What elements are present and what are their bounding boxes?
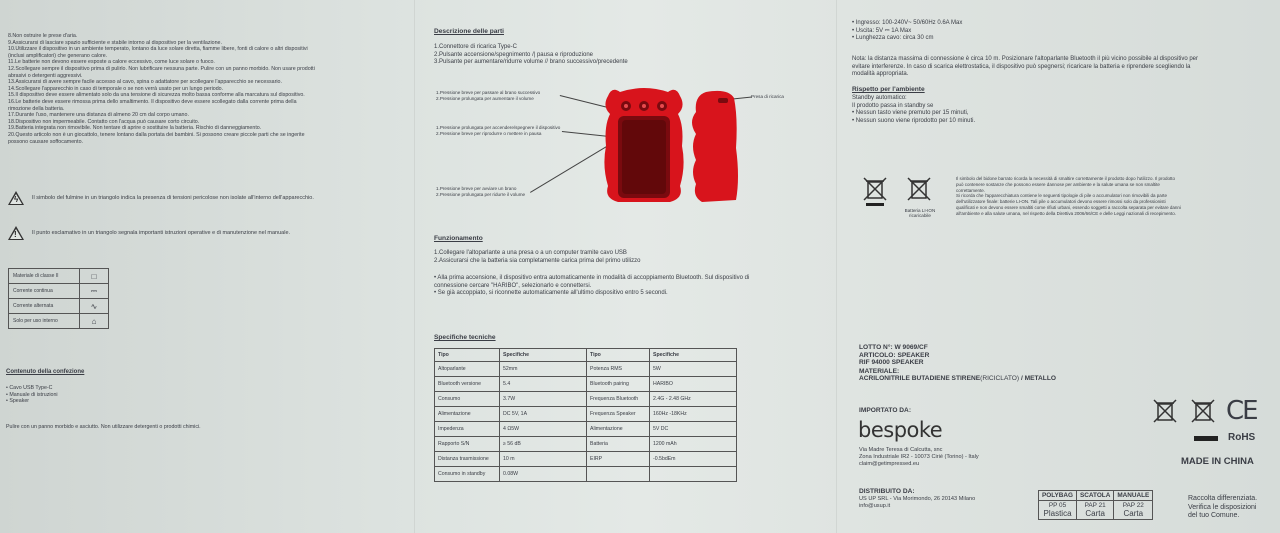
- safety-line: abrasivi o detergenti aggressivi.: [8, 72, 83, 79]
- function-title: Funzionamento: [434, 235, 483, 242]
- direct-current-icon: ⎓: [80, 284, 109, 299]
- safety-line: 8.Non ostruire le prese d'aria.: [8, 33, 78, 39]
- weee-line: può contenere sostanze che possono essere dannose per ambiente e la salute umana se non smaltite: [956, 181, 1160, 187]
- specs-cell: -0.5bdEm: [650, 452, 737, 467]
- importer-address: [859, 447, 979, 468]
- symbol-label: Corrente continua: [9, 284, 80, 299]
- environment-text: [852, 95, 975, 125]
- distributor-address: [859, 496, 975, 510]
- note-line: modalità appropriata.: [852, 71, 909, 78]
- symbols-table: [8, 268, 109, 329]
- part-item: 1.Connettore di ricarica Type-C: [434, 44, 517, 50]
- weee-line: correttamente.: [956, 187, 986, 193]
- safety-line: 10.Utilizzare il dispositivo in un ambiente temperato, lontano da luce solare diretta, fiamme libere, fonti di calore o altri dispositivi: [8, 46, 308, 53]
- callout-line: [560, 95, 607, 108]
- recycling-header: MANUALE: [1114, 491, 1153, 501]
- safety-line: 14.Scollegare l'apparecchio in caso di temporale o se non verrà usato per un lungo periodo.: [8, 85, 224, 92]
- specs-row: [435, 452, 737, 467]
- specs-cell: 5V DC: [650, 422, 737, 437]
- function-bullets: [434, 275, 830, 298]
- warning-lightning-text: Il simbolo del fulmine in un triangolo indica la presenza di tensioni pericolose non isolate all'interno dell'apparecchio.: [32, 195, 314, 201]
- callout-charge-port: Presa di ricarica: [751, 94, 784, 99]
- made-in-china: MADE IN CHINA: [1181, 456, 1254, 467]
- safety-line: 19.Batteria integrata non rimovibile. Non tentare di aprire o sostituire la batteria. Rischio di danneggiamento.: [8, 125, 262, 132]
- symbol-label: Solo per uso interno: [9, 314, 80, 329]
- warning-exclamation-row: [8, 226, 290, 240]
- battery-bin-icon-large: [1190, 398, 1216, 428]
- symbol-row: [9, 269, 109, 284]
- function-bullet: • Se già accoppiato, si riconnette automaticamente all'ultimo dispositivo entro 5 secondi.: [434, 290, 668, 297]
- specs-cell: [650, 467, 737, 482]
- parts-title: Descrizione delle parti: [434, 28, 504, 35]
- function-step: 1.Collegare l'altoparlante a una presa o a un computer tramite cavo USB: [434, 250, 627, 256]
- safety-line: rimozione della batteria.: [8, 105, 65, 112]
- importer-line: claim@getimpressed.eu: [859, 461, 920, 467]
- weee-line: dell'utilizzatore finale: batterie LI-ON. Tali pile o accumulatori devono essere rimossi solo da professionisti: [956, 199, 1166, 205]
- specs-header-cell: Tipo: [587, 349, 650, 362]
- callout-text: 2.Pressione breve per riprodurre o mettere in pausa: [436, 130, 542, 136]
- reference-code: RIF 94000 SPEAKER: [859, 359, 924, 367]
- recycling-header: POLYBAG: [1039, 491, 1077, 501]
- specs-cell: Distanza trasmissione: [435, 452, 500, 467]
- part-item: 2.Pulsante accensione/spegnimento /| pausa e riproduzione: [434, 51, 593, 58]
- specs-cell: Batteria: [587, 437, 650, 452]
- specs-row: [435, 407, 737, 422]
- specs-cell: 2.4G - 2.48 GHz: [650, 392, 737, 407]
- specs-cell: Alimentazione: [435, 407, 500, 422]
- specs-cell: Alimentazione: [587, 422, 650, 437]
- parts-list: [434, 44, 628, 67]
- callout-middle: [436, 125, 560, 136]
- specs-header-row: [435, 349, 737, 362]
- recycling-note-line: Verifica le disposizioni: [1188, 503, 1257, 511]
- safety-line: 9.Assicurarsi di lasciare spazio sufficiente e stabile intorno al dispositivo per la ventilazione.: [8, 39, 222, 46]
- specs-cell: 160Hz -18KHz: [650, 407, 737, 422]
- function-bullet: • Alla prima accensione, il dispositivo entra automaticamente in modalità di accoppiamento Bluetooth. Sul dispositivo di: [434, 275, 750, 281]
- recycling-note: [1188, 495, 1257, 521]
- connection-note: [852, 56, 1277, 79]
- distributor-title: DISTRIBUITO DA:: [859, 488, 915, 495]
- contents-list: [6, 385, 58, 405]
- recycling-cell: [1077, 501, 1114, 520]
- safety-line: 12.Scollegare sempre il dispositivo prima di pulirlo. Non lubrificare nessuna parte. Pulire con un panno morbido. Non usare prodotti: [8, 65, 315, 72]
- specs-row: [435, 437, 737, 452]
- callout-top: [436, 90, 540, 101]
- callout-line: [562, 131, 606, 137]
- indoor-use-icon: ⌂: [80, 314, 109, 329]
- specs-cell: HARIBO: [650, 377, 737, 392]
- fold-line-left: [414, 0, 415, 533]
- symbol-label: Corrente alternata: [9, 299, 80, 314]
- specs-title: Specifiche tecniche: [434, 334, 496, 341]
- specs-cell: Frequenza Speaker: [587, 407, 650, 422]
- specs-cell: Frequenza Bluetooth: [587, 392, 650, 407]
- weee-line: Il simbolo del bidone barrato ricorda la necessità di smaltire correttamente il prodotto dopo l'utilizzo. Il prodotto: [956, 176, 1175, 181]
- material-title: MATERIALE:: [859, 367, 900, 375]
- specs-cell: 10 m: [500, 452, 587, 467]
- lot-number: LOTTO N°: W 9069/CF: [859, 344, 928, 351]
- panel-safety: [0, 0, 410, 533]
- speaker-front-image: [602, 86, 686, 204]
- callout-text: 1.Pressione prolungata per accendere/spegnere il dispositivo: [436, 125, 561, 130]
- material-value: [859, 375, 1056, 383]
- specs-cell: Consumo in standby: [435, 467, 500, 482]
- specs-cell: 4 Ω5W: [500, 422, 587, 437]
- recycling-code: PP 05: [1048, 502, 1067, 509]
- importer-title: IMPORTATO DA:: [859, 407, 912, 414]
- specs-table: [434, 348, 737, 482]
- safety-line: 11.Le batterie non devono essere esposte a calore eccessivo, come luce solare o fuoco.: [8, 59, 215, 66]
- weee-line: Si ricorda che l'apparecchiatura contiene le seguenti tipologie di pile o accumulatori non rimovibili da parte: [956, 193, 1167, 199]
- recycling-material: Carta: [1123, 509, 1144, 518]
- specs-cell: Consumo: [435, 392, 500, 407]
- specs-cell: Bluetooth versione: [435, 377, 500, 392]
- article-name: ARTICOLO: SPEAKER: [859, 351, 930, 359]
- callout-text: 1.Pressione breve per avviare un brano: [436, 186, 517, 191]
- specs-header-cell: Specifiche: [650, 349, 737, 362]
- recycling-cell: [1039, 501, 1077, 520]
- note-line: Nota: la distanza massima di connessione è circa 10 m. Posizionare l'altoparlante Bluetooth il più vicino possibile al dispositivo per: [852, 56, 1198, 62]
- specs-cell: ≥ 56 dB: [500, 437, 587, 452]
- ce-mark: CE: [1226, 396, 1257, 426]
- panel-parts: [420, 0, 830, 533]
- warning-lightning-row: [8, 191, 314, 205]
- recycling-header: SCATOLA: [1077, 491, 1114, 501]
- specs-cell: Rapporto S/N: [435, 437, 500, 452]
- exclamation-warning-icon: !: [8, 226, 24, 240]
- specs-cell: 52mm: [500, 362, 587, 377]
- note-line: evitare interferenze. In caso di scarica elettrostatica, il dispositivo può spegnersi; ricaricare la batteria e riprendere scegliendo la: [852, 63, 1191, 70]
- cleaning-note: Pulire con un panno morbido e asciutto. Non utilizzare detergenti o prodotti chimici.: [6, 424, 201, 430]
- recycling-code: PAP 22: [1122, 502, 1144, 509]
- contents-title: Contenuto della confezione: [6, 369, 85, 375]
- recycling-note-line: Raccolta differenziata.: [1188, 495, 1258, 502]
- specs-cell: [587, 467, 650, 482]
- safety-line: 13.Assicurarsi di avere sempre facile accesso al cavo, spina o adattatore per scollegare l'apparecchio se necessario.: [8, 79, 282, 86]
- safety-line: 18.Dispositivo non impermeabile. Contatto con l'acqua può causare corto circuito.: [8, 118, 200, 125]
- specs-cell: 5W: [650, 362, 737, 377]
- callout-text: 1.Pressione breve per passare al brano successivo: [436, 90, 541, 95]
- symbol-row: [9, 299, 109, 314]
- specs-header-cell: Specifiche: [500, 349, 587, 362]
- env-line: Il prodotto passa in standby se: [852, 102, 934, 109]
- recycling-value-row: [1039, 501, 1153, 520]
- function-bullet: connessione cercare "HARIBO", selezionarlo e connettersi.: [434, 282, 592, 289]
- env-line: • Nessun suono viene riprodotto per 10 minuti.: [852, 117, 976, 124]
- specs-cell: 3.7W: [500, 392, 587, 407]
- importer-line: Zona Industriale IR2 - 10073 Cirié (Torino) - Italy: [859, 454, 979, 460]
- battery-label: Batteria LI-ION ricaricabile: [904, 208, 936, 219]
- recycling-note-line: del tuo Comune.: [1188, 512, 1240, 520]
- safety-line: 17.Durante l'uso, mantenere una distanza di almeno 20 cm dal corpo umano.: [8, 112, 189, 119]
- symbol-row: [9, 314, 109, 329]
- power-spec-line: • Ingresso: 100-240V~ 50/60Hz 0.6A Max: [852, 20, 963, 26]
- battery-bin-icon: [906, 176, 932, 206]
- rohs-mark: RoHS: [1228, 432, 1256, 443]
- safety-line: (inclusi amplificatori) che generano calore.: [8, 52, 108, 59]
- material-recycled: (RICICLATO): [980, 375, 1020, 383]
- class-ii-icon: □: [80, 269, 109, 284]
- weee-bin-icon: [862, 176, 888, 206]
- contents-item: • Manuale di istruzioni: [6, 391, 58, 398]
- safety-line: 16.Le batterie deve essere rimossa prima dello smaltimento. Il dispositivo deve essere scollegato dalla corrente prima della: [8, 98, 297, 105]
- bespoke-logo: bespoke: [858, 418, 943, 442]
- env-line: Standby automatico:: [852, 95, 907, 101]
- safety-line: possono causare soffocamento.: [8, 138, 83, 145]
- alternating-current-icon: ∿: [80, 299, 109, 314]
- symbol-label: Materiale di classe II: [9, 269, 80, 284]
- env-line: • Nessun tasto viene premuto per 15 minuti,: [852, 110, 969, 117]
- specs-cell: Impedenza: [435, 422, 500, 437]
- recycling-table: [1038, 490, 1153, 520]
- specs-cell: Altoparlante: [435, 362, 500, 377]
- specs-row: [435, 377, 737, 392]
- function-steps: [434, 250, 640, 265]
- specs-cell: 1200 mAh: [650, 437, 737, 452]
- specs-row: [435, 467, 737, 482]
- function-step: 2.Assicurarsi che la batteria sia completamente carica prima del primo utilizzo: [434, 257, 641, 264]
- distributor-line: US UP SRL - Via Morimondo, 26 20143 Milano: [859, 496, 976, 502]
- power-specs: [852, 20, 962, 43]
- power-spec-line: • Uscita: 5V ⎓ 1A Max: [852, 27, 912, 34]
- symbol-row: [9, 284, 109, 299]
- distributor-line: info@usup.it: [859, 503, 891, 509]
- callout-text: 2.Pressione prolungata per aumentare il volume: [436, 95, 534, 101]
- material-metal: / METALLO: [1019, 375, 1056, 383]
- speaker-side-image: [688, 88, 742, 204]
- specs-cell: 0.08W: [500, 467, 587, 482]
- recycling-material: Carta: [1085, 509, 1105, 518]
- callout-text: 2.Pressione prolungata per ridurre il volume: [436, 191, 526, 197]
- safety-instructions: [8, 33, 408, 145]
- warning-exclamation-text: Il punto esclamativo in un triangolo segnala importanti istruzioni operative e di manutenzione nel manuale.: [32, 230, 291, 236]
- lightning-warning-icon: ϟ: [8, 191, 24, 205]
- weee-line: all'ambiente e alla salute umana, nel rispetto della Direttiva 2006/66/CE e delle Leggi nazionali di recepimento.: [956, 210, 1176, 216]
- environment-title: Rispetto per l'ambiente: [852, 86, 925, 93]
- safety-line: 15.Il dispositivo deve essere alimentato solo da una tensione di sicurezza molto bassa conforme alla marcatura sul dispositivo.: [8, 92, 305, 99]
- weee-text: [956, 176, 1276, 217]
- specs-row: [435, 422, 737, 437]
- product-info: [859, 344, 1056, 383]
- specs-header-cell: Tipo: [435, 349, 500, 362]
- power-spec-line: • Lunghezza cavo: circa 30 cm: [852, 35, 934, 42]
- part-item: 3.Pulsante per aumentare/ridurre volume // brano successivo/precedente: [434, 59, 628, 66]
- recycling-cell: [1114, 501, 1153, 520]
- material-main: ACRILONITRILE BUTADIENE STIRENE: [859, 375, 981, 383]
- callout-line: [530, 143, 613, 193]
- contents-item: • Cavo USB Type-C: [6, 385, 53, 391]
- safety-line: 20.Questo articolo non è un giocattolo, tenere lontano dalla portata dei bambini. Si possono creare piccole parti che se ingerite: [8, 131, 305, 138]
- specs-cell: 5.4: [500, 377, 587, 392]
- recycling-material: Plastica: [1043, 509, 1072, 518]
- specs-cell: EIRP: [587, 452, 650, 467]
- recycling-code: PAP 21: [1084, 502, 1106, 509]
- weee-line: qualificati e non devono essere smaltiti come rifiuti urbani, essendo soggetti a raccolta separata per evitare danni: [956, 204, 1181, 210]
- specs-row: [435, 392, 737, 407]
- callout-bottom: [436, 186, 525, 197]
- importer-line: Via Madre Teresa di Calcutta, snc: [859, 447, 943, 453]
- specs-row: [435, 362, 737, 377]
- specs-cell: Potenza RMS: [587, 362, 650, 377]
- rohs-bar: [1194, 436, 1218, 441]
- contents-item: • Speaker: [6, 398, 30, 405]
- recycling-header-row: [1039, 491, 1153, 501]
- specs-cell: DC 5V, 1A: [500, 407, 587, 422]
- weee-bin-icon-large: [1152, 398, 1178, 428]
- fold-line-right: [836, 0, 837, 533]
- specs-cell: Bluetooth pairing: [587, 377, 650, 392]
